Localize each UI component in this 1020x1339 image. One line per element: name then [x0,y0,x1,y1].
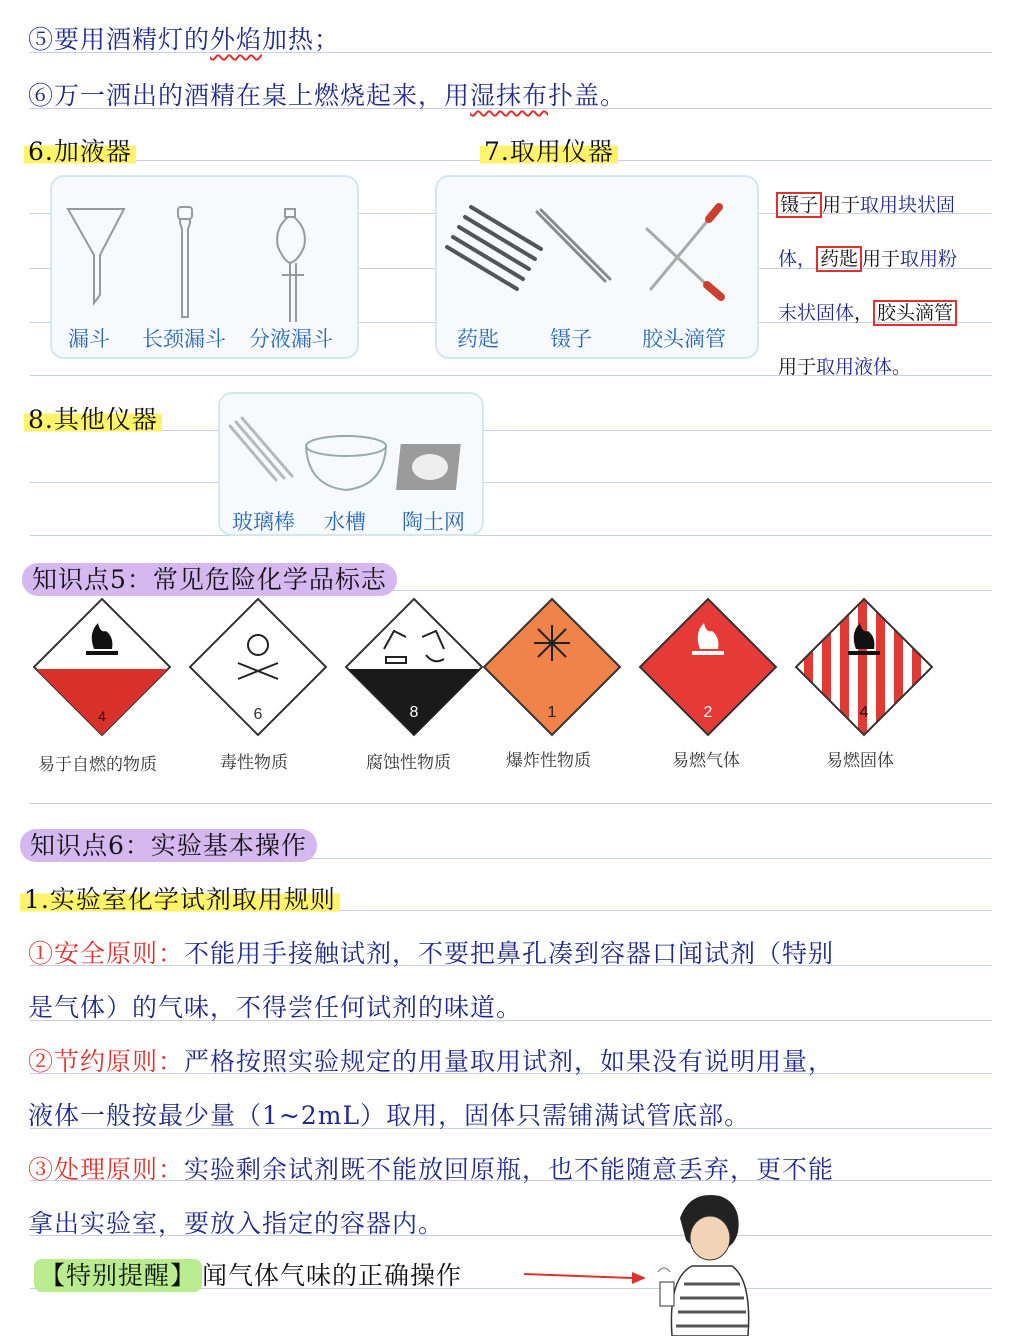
section-6-heading [24,132,136,168]
section-title: 知识点5：常见危险化学品标志 [22,563,397,596]
principle-label: ②节约原则： [28,1047,185,1076]
caption-water-trough: 水槽 [324,511,366,534]
section-7-heading [480,132,618,168]
water-trough-icon [306,436,386,490]
ceramic-mesh-icon [396,444,461,490]
section-title: 8.其他仪器 [24,405,162,434]
hazard-number: 2 [703,704,713,721]
boxed-term: 胶头滴管 [873,300,957,326]
rule-line-6 [28,76,626,112]
tools-note-line-2: 体， 药匙 用于取用粉 [778,248,958,270]
hazard-label-toxic: 毒性物质 [220,753,288,772]
taking-tools-panel [435,175,759,359]
special-reminder [34,1256,462,1292]
hazard-number: 6 [253,706,263,723]
boxed-term: 药匙 [816,246,862,272]
boxed-term: 镊子 [776,192,822,218]
principle-economy-cont [28,1096,750,1132]
hazard-label-flammable-gas: 易燃气体 [672,751,740,770]
item-number: ⑤ [28,25,55,54]
principle-economy [28,1042,834,1078]
rule-line-5 [28,20,340,56]
item-number: ⑥ [28,81,55,110]
wavy-emphasis: 外焰 [210,25,263,54]
caption-glass-rod: 玻璃棒 [232,511,295,534]
principle-disposal [28,1150,834,1186]
principle-text: 严格按照实验规定的用量取用试剂，如果没有说明用量， [184,1047,835,1076]
principle-text: 实验剩余试剂既不能放回原瓶，也不能随意丢弃，更不能 [184,1155,835,1184]
principle-disposal-cont [28,1204,444,1240]
caption-long-neck-funnel: 长颈漏斗 [142,328,226,351]
liquid-adding-panel [50,175,359,359]
caption-funnel: 漏斗 [68,328,110,351]
principle-safety [28,934,834,970]
explosion-icon [534,625,570,661]
tools-note-line-1: 镊子 用于取用块状固 [776,190,955,217]
tools-note-line-3: 末状固体， 胶头滴管 [778,298,957,325]
principle-label: ③处理原则： [28,1155,185,1184]
caption-spatula: 药匙 [457,328,499,351]
section-8-heading [24,400,162,436]
funnel-icon [68,209,124,303]
spatula-icon [447,207,541,289]
glass-rod-icon [230,418,292,480]
principle-text: 拿出实验室，要放入指定的容器内。 [28,1209,445,1238]
hazard-sign-spontaneous [34,599,170,735]
boy-smelling-illustration [650,1188,760,1336]
kp6-subheading [20,880,340,916]
principle-text: 液体一般按最少量（1~2mL）取用，固体只需铺满试管底部。 [28,1101,751,1130]
tools-note-line-4: 用于取用液体。 [778,356,912,378]
principle-text: 不能用手接触试剂，不要把鼻孔凑到容器口闻试剂（特别 [184,939,835,968]
boy-icon [658,1195,749,1336]
long-neck-funnel-icon [178,207,192,317]
wavy-emphasis: 湿抹布 [470,81,549,110]
hazard-label-explosive: 爆炸性物质 [506,751,591,770]
line-text: 万一洒出的酒精在桌上燃烧起来，用 [54,81,471,110]
line-text: 扑盖。 [548,81,627,110]
dropper-icon [647,207,721,297]
hazard-signs [20,595,950,745]
arrow-icon [520,1262,650,1286]
hazard-label-flammable-solid: 易燃固体 [826,751,894,770]
caption-ceramic-mesh: 陶土网 [402,511,465,534]
section-title: 6.加液器 [24,137,136,166]
hazard-number: 4 [859,704,869,721]
kp5-heading [22,560,397,596]
hazard-number: 1 [547,704,557,721]
section-title: 知识点6：实验基本操作 [20,829,317,862]
other-tools-panel [218,392,484,536]
hazard-sign-explosive [484,599,620,735]
hazard-label-corrosive: 腐蚀性物质 [366,753,451,772]
hazard-sign-toxic [190,599,326,735]
caption-dropper: 胶头滴管 [642,328,726,351]
section-title: 1.实验室化学试剂取用规则 [20,885,340,914]
principle-text: 是气体）的气味，不得尝任何试剂的味道。 [28,993,523,1022]
tweezers-icon [537,210,610,281]
hazard-sign-flammable-gas [640,599,776,735]
line-text: 加热； [262,25,341,54]
section-title: 7.取用仪器 [480,137,618,166]
reminder-text: 闻气体气味的正确操作 [202,1261,463,1290]
caption-separatory-funnel: 分液漏斗 [249,328,333,351]
line-text: 要用酒精灯的 [54,25,211,54]
principle-safety-cont [28,988,522,1024]
reminder-label: 【特别提醒】 [34,1259,202,1292]
kp6-heading [20,826,317,862]
hazard-sign-corrosive [346,599,482,735]
hazard-number: 4 [98,708,106,724]
hazard-number: 8 [409,704,419,721]
separatory-funnel-icon [277,209,305,322]
hazard-sign-flammable-solid [794,597,934,737]
caption-tweezers: 镊子 [550,328,592,351]
hazard-label-spontaneous: 易于自燃的物质 [38,755,157,774]
principle-label: ①安全原则： [28,939,185,968]
